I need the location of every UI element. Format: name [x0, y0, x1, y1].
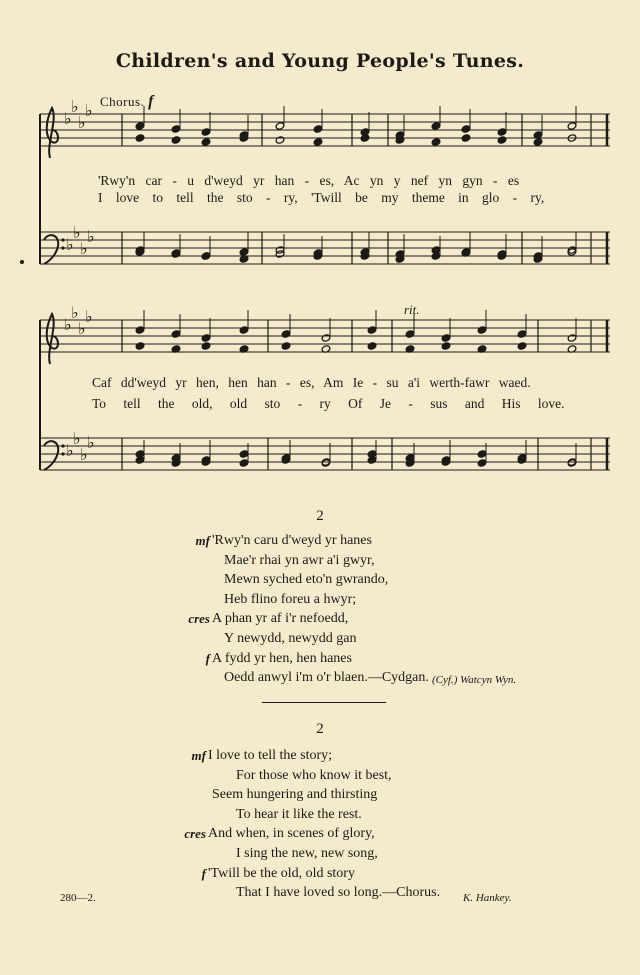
flat-sign: ♭: [64, 315, 72, 334]
flat-sign: ♭: [71, 97, 79, 116]
system2-english-lyrics: To tell the old, old sto - ry Of Je - sus and His love.: [92, 396, 565, 411]
margin-mark: [20, 260, 24, 264]
flat-sign: ♭: [80, 239, 88, 258]
note-head: [431, 138, 441, 146]
system2-welsh-lyrics: Caf dd'weyd yr hen, hen han - es, Am Ie - su a'i werth-fawr waed.: [92, 375, 531, 390]
note-head: [275, 136, 285, 144]
verse-line: [236, 766, 440, 786]
note-head: [321, 334, 331, 342]
verse-line: [195, 531, 429, 551]
flat-sign: ♭: [87, 227, 95, 246]
note-head: [275, 122, 285, 130]
verse-line-text: Mae'r rhai yn awr a'i gwyr,: [224, 552, 375, 568]
verse-line: [236, 805, 440, 825]
note-head: [441, 342, 451, 350]
flat-sign: ♭: [64, 109, 72, 128]
verse-line-text: 'Twill be the old, old story: [208, 865, 355, 881]
dynamic-marking: f: [201, 865, 206, 881]
system1-english-lyrics: I love to tell the sto - ry, 'Twill be my theme in glo - ry,: [98, 190, 545, 205]
note-head: [239, 326, 249, 334]
chorus-marking: [100, 93, 154, 111]
bass-clef-dot: [61, 452, 64, 455]
note-head: [533, 138, 543, 146]
note-head: [201, 128, 211, 136]
note-head: [281, 342, 291, 350]
note-head: [135, 342, 145, 350]
welsh-verse: [188, 531, 429, 688]
verse-line-text: Seem hungering and thirsting: [212, 787, 378, 803]
note-head: [171, 125, 181, 133]
note-head: [313, 138, 323, 146]
treble-clef: [47, 314, 58, 364]
flat-sign: ♭: [73, 223, 81, 242]
dynamic-marking: mf: [191, 748, 206, 763]
chorus-dynamic: f: [148, 93, 154, 110]
flat-sign: ♭: [66, 441, 74, 460]
flat-sign: ♭: [80, 445, 88, 464]
bass-clef-dot: [61, 444, 64, 447]
verse-line-text: Heb flino foreu a hwyr;: [224, 591, 357, 607]
note-head: [431, 246, 441, 254]
note-head: [201, 342, 211, 350]
verse-line-text: And when, in scenes of glory,: [208, 826, 375, 842]
flat-sign: ♭: [78, 113, 86, 132]
note-head: [497, 128, 507, 136]
verse-line-text: Oedd anwyl i'm o'r blaen.—Cydgan.: [224, 670, 429, 686]
note-head: [461, 125, 471, 133]
verse-line: [224, 590, 429, 610]
note-head: [461, 134, 471, 142]
note-head: [477, 326, 487, 334]
note-head: [367, 342, 377, 350]
note-head: [135, 122, 145, 130]
verse-line: [201, 864, 440, 884]
note-head: [517, 342, 527, 350]
verse-line: [184, 824, 440, 844]
english-verse: [184, 746, 441, 903]
note-head: [201, 252, 211, 260]
verse-line: [224, 629, 429, 649]
flat-sign: ♭: [71, 303, 79, 322]
note-head: [477, 459, 487, 467]
note-head: [477, 450, 487, 458]
note-head: [239, 248, 249, 256]
dynamic-marking: f: [205, 650, 210, 666]
verse-line: [205, 649, 429, 669]
note-head: [201, 334, 211, 342]
flat-sign: ♭: [73, 429, 81, 448]
page-reference: 280—2.: [60, 892, 96, 904]
verse-line: [224, 551, 429, 571]
dynamic-marking: cres: [184, 826, 206, 842]
bass-clef-dot: [61, 238, 64, 241]
note-head: [239, 459, 249, 467]
verse-line: [236, 844, 440, 864]
note-head: [567, 334, 577, 342]
note-head: [281, 330, 291, 338]
verse-line: [188, 609, 429, 629]
note-head: [135, 450, 145, 458]
note-head: [135, 134, 145, 142]
note-head: [171, 136, 181, 144]
flat-sign: ♭: [85, 307, 93, 326]
note-head: [567, 122, 577, 130]
verse-line: [224, 668, 429, 688]
ritardando-marking: rit.: [404, 302, 420, 317]
note-head: [497, 136, 507, 144]
note-head: [171, 330, 181, 338]
dynamic-marking: mf: [195, 533, 210, 548]
author-credit: K. Hankey.: [463, 892, 512, 904]
english-verse-number: 2: [316, 721, 324, 737]
note-head: [431, 122, 441, 130]
verse-line-text: To hear it like the rest.: [236, 806, 362, 822]
verse-line: [224, 570, 429, 590]
verse-line-text: Y newydd, newydd gan: [224, 630, 357, 646]
verse-line-text: A fydd yr hen, hen hanes: [212, 650, 352, 666]
note-head: [360, 134, 370, 142]
verse-line-text: Mewn syched eto'n gwrando,: [224, 572, 389, 588]
note-head: [313, 125, 323, 133]
verse-line-text: I love to tell the story;: [208, 748, 333, 763]
bass-clef-dot: [61, 246, 64, 249]
verse-line-text: A phan yr af i'r nefoedd,: [212, 611, 349, 627]
note-head: [239, 450, 249, 458]
verse-line-text: I sing the new, new song,: [236, 845, 378, 861]
page-title: Children's and Young People's Tunes.: [115, 50, 525, 72]
note-head: [367, 326, 377, 334]
note-head: [135, 326, 145, 334]
flat-sign: ♭: [87, 433, 95, 452]
verse-line: [212, 785, 440, 805]
note-head: [201, 138, 211, 146]
verse-line-text: For those who know it best,: [236, 767, 392, 783]
chorus-label: Chorus.: [100, 94, 145, 109]
note-head: [367, 450, 377, 458]
system1-welsh-lyrics: 'Rwy'n car - u d'weyd yr han - es, Ac yn y nef yn gyn - es: [98, 173, 520, 188]
verse-line: [236, 883, 440, 903]
note-head: [517, 330, 527, 338]
welsh-verse-number: 2: [316, 508, 324, 524]
verse-line-text: 'Rwy'n caru d'weyd yr hanes: [212, 533, 372, 548]
section-divider: [262, 702, 386, 703]
flat-sign: ♭: [78, 319, 86, 338]
note-head: [441, 334, 451, 342]
welsh-verse-credit: (Cyf.) Watcyn Wyn.: [432, 674, 517, 686]
note-head: [405, 330, 415, 338]
flat-sign: ♭: [66, 235, 74, 254]
verse-line: [191, 746, 440, 766]
dynamic-marking: cres: [188, 611, 210, 627]
treble-clef: [47, 108, 58, 158]
flat-sign: ♭: [85, 101, 93, 120]
verse-line-text: That I have loved so long.—Chorus.: [236, 885, 441, 901]
